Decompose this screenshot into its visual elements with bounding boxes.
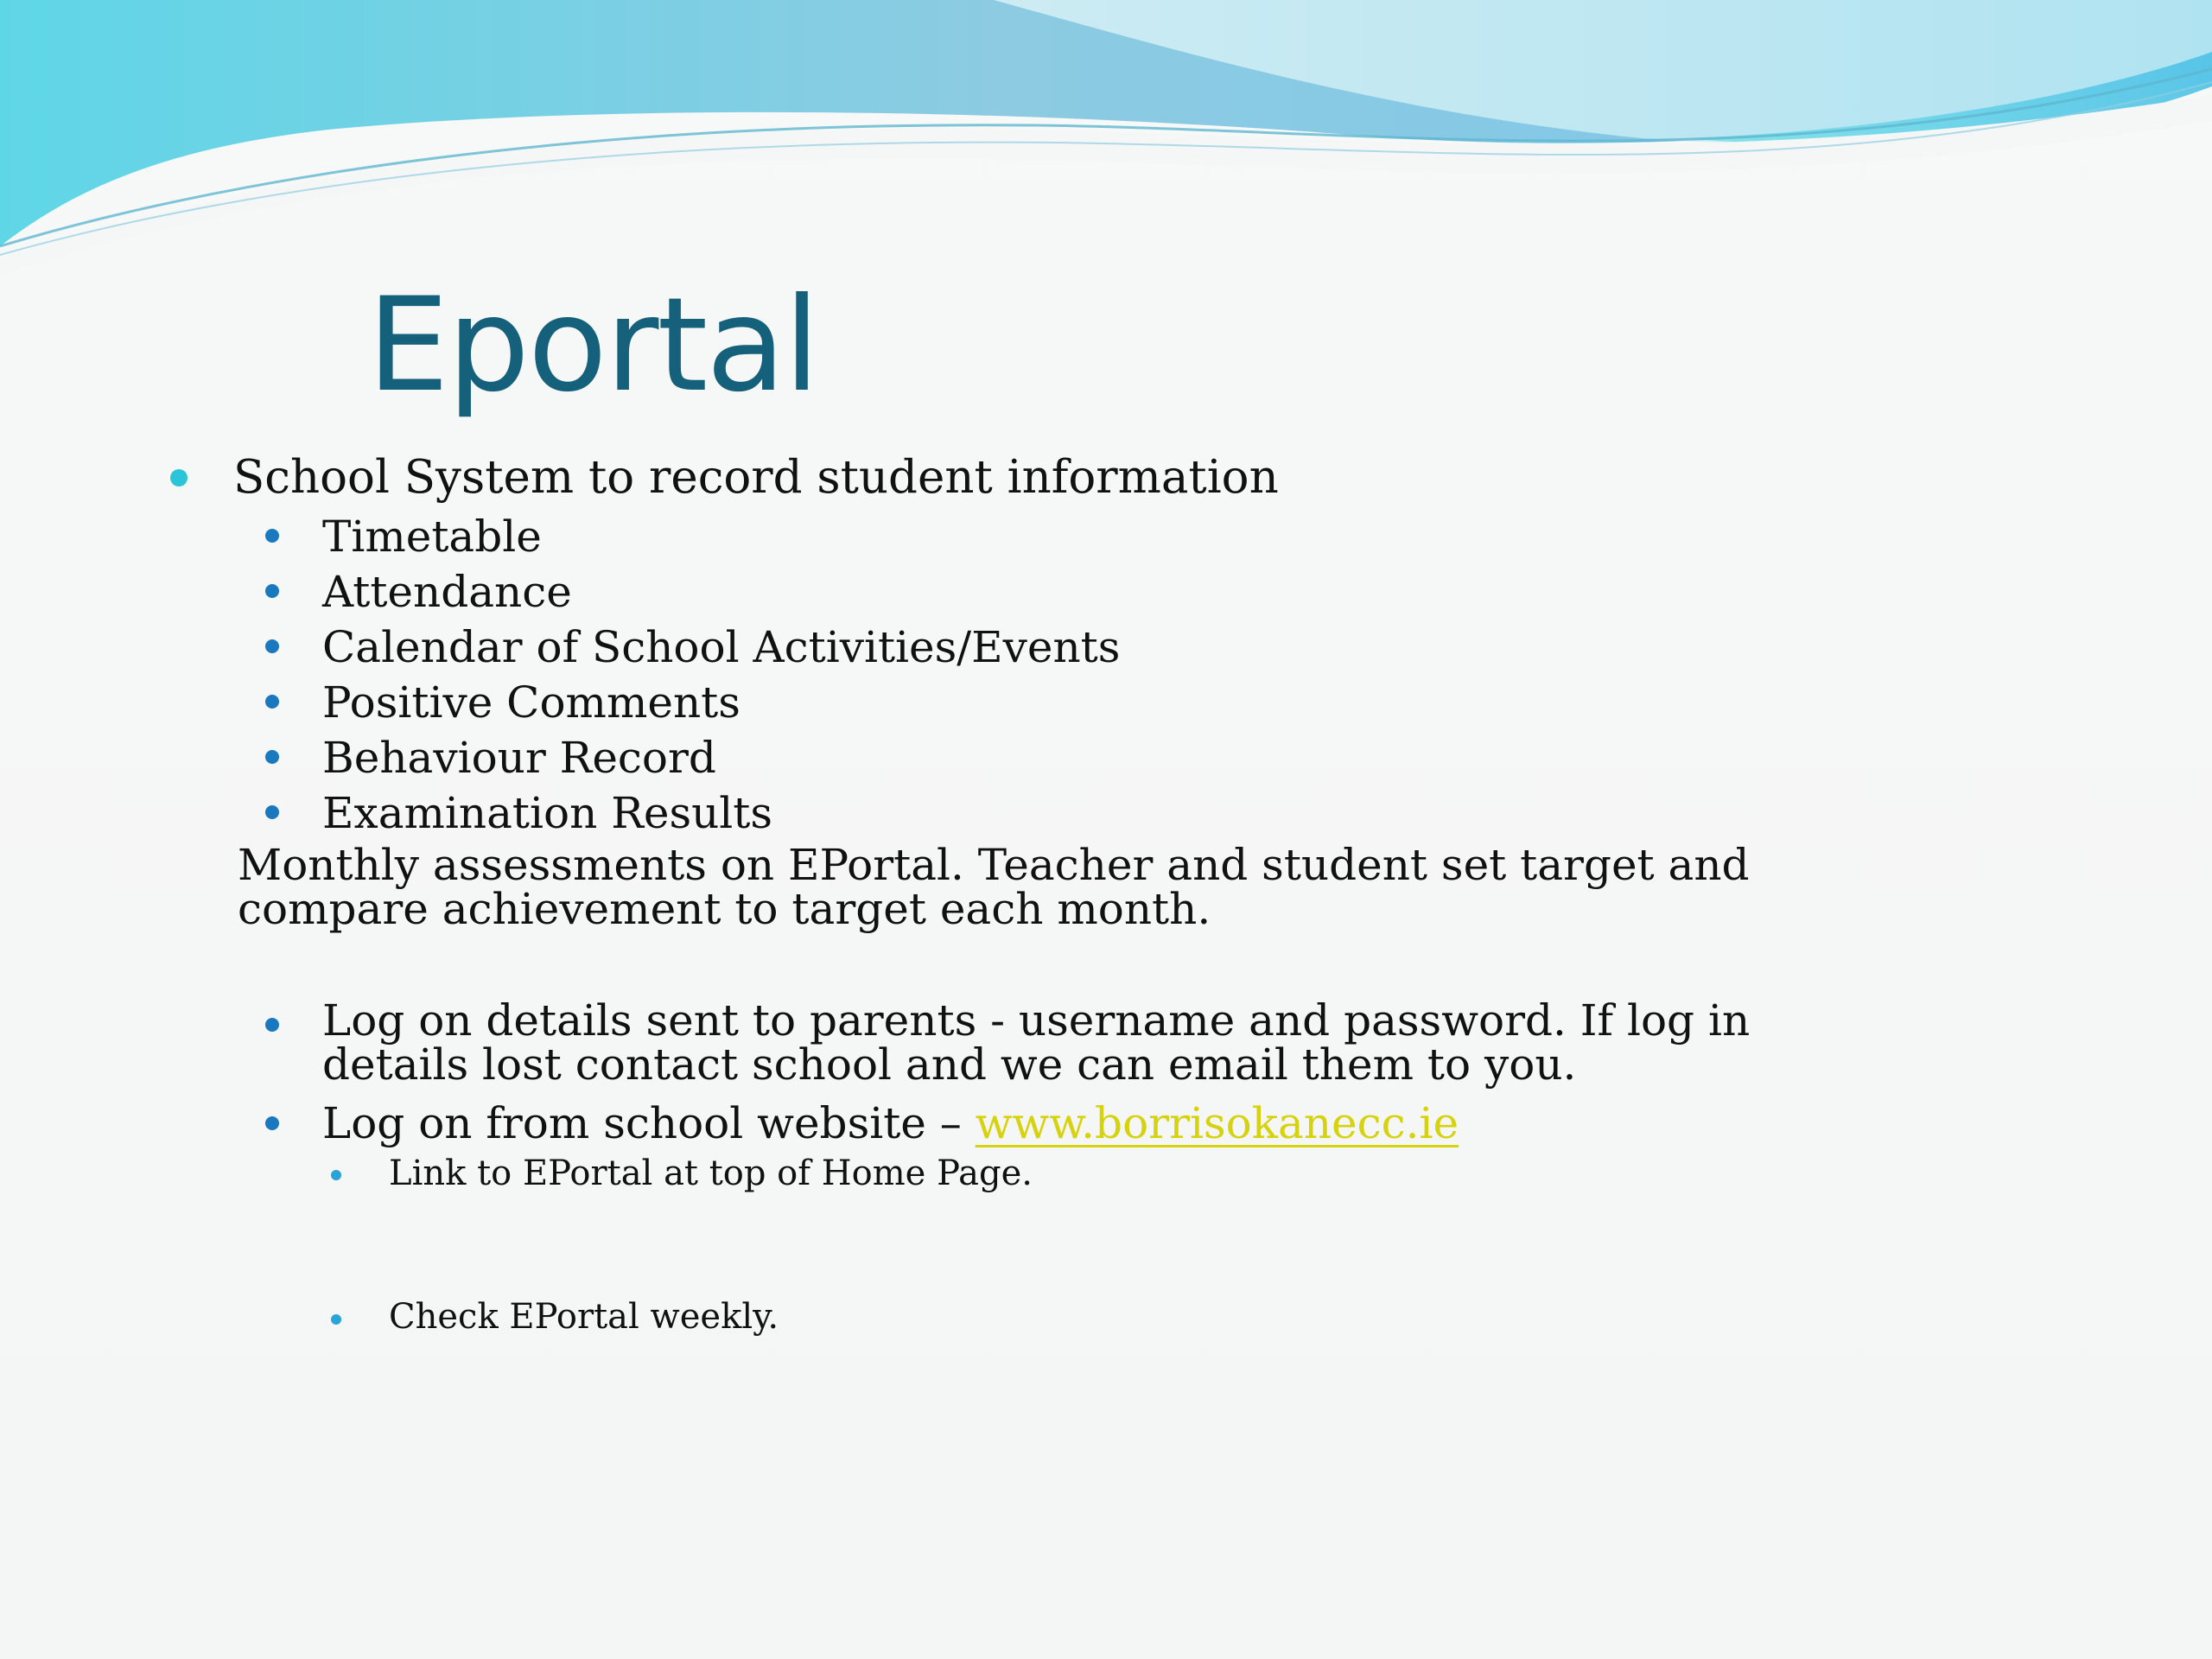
list-item: Positive Comments xyxy=(322,677,741,728)
bullet-icon xyxy=(265,695,279,709)
bullet-icon xyxy=(265,1116,279,1130)
list-item: Examination Results xyxy=(322,788,773,838)
bullet-icon xyxy=(331,1170,341,1180)
slide-title: Eportal xyxy=(367,270,818,421)
website-prefix: Log on from school website – xyxy=(322,1098,976,1148)
bullet-icon xyxy=(331,1314,341,1325)
check-note-text: Check EPortal weekly. xyxy=(389,1297,779,1337)
link-note-text: Link to EPortal at top of Home Page. xyxy=(389,1154,1033,1193)
main-bullet-text: School System to record student information xyxy=(233,451,1279,504)
bullet-icon xyxy=(265,805,279,819)
bullet-icon xyxy=(265,584,279,598)
website-text xyxy=(322,1098,1459,1148)
list-item: Calendar of School Activities/Events xyxy=(322,622,1121,672)
assessment-paragraph: Monthly assessments on EPortal. Teacher and student set target and compare achievement to target each month. xyxy=(238,840,1750,934)
bullet-icon xyxy=(265,750,279,764)
list-item: Attendance xyxy=(322,567,572,617)
bullet-icon xyxy=(265,1018,279,1032)
login-details-text: Log on details sent to parents - username and password. If log in details lost contact school and we can email them to you. xyxy=(322,995,1751,1090)
wave-header-decoration xyxy=(0,0,2212,276)
list-item: Behaviour Record xyxy=(322,733,716,783)
bullet-icon xyxy=(265,639,279,653)
list-item: Timetable xyxy=(322,512,542,562)
website-link[interactable]: www.borrisokanecc.ie xyxy=(975,1098,1459,1148)
bullet-icon xyxy=(170,469,188,486)
bullet-icon xyxy=(265,529,279,543)
